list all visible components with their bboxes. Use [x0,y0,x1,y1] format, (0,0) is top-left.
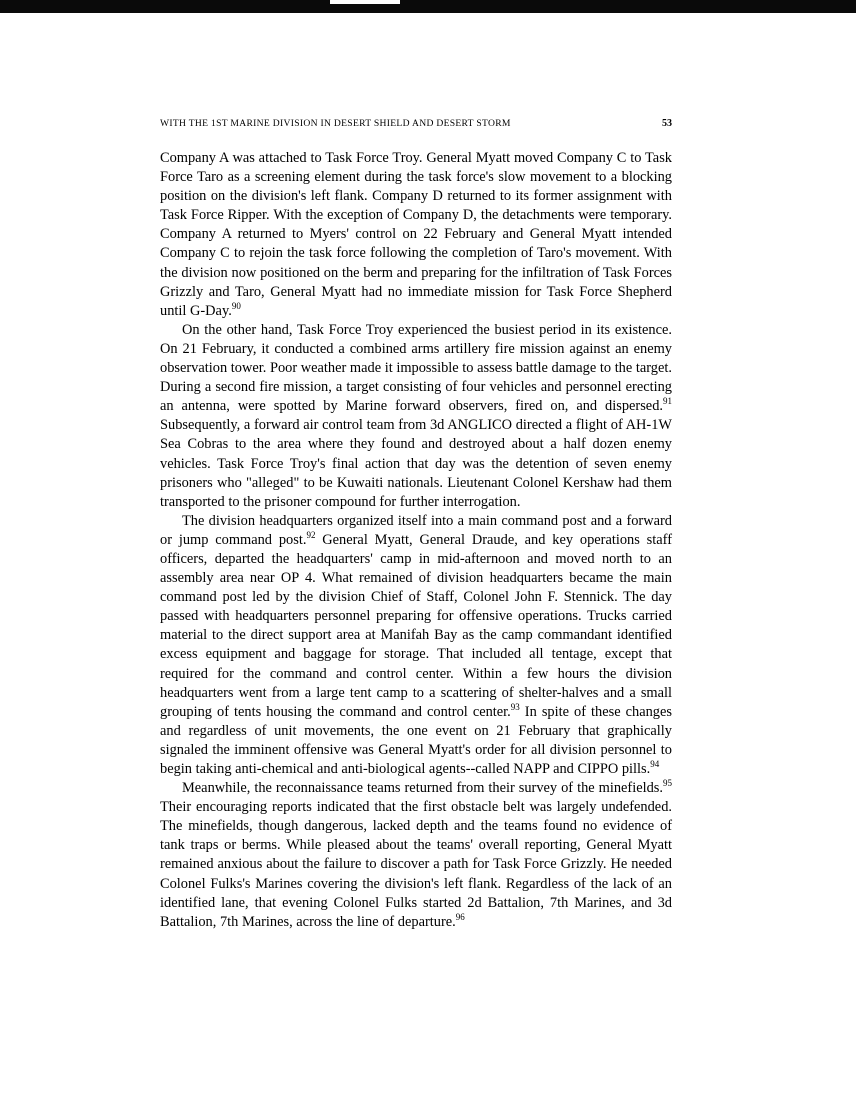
paragraph-2-text: On the other hand, Task Force Troy experienced the busiest period in its existence. On 21 February, it conducted a combined arms artillery fire mission against an enemy observation tower. Poor weather made it impossible to assess battle damage to the target. During a second fire mission, a target consisting of four vehicles and personnel erecting an antenna, were spotted by Marine forward observers, fired on, and dispersed. [160,321,672,415]
paragraph-4 [160,779,672,932]
running-head-title: WITH THE 1ST MARINE DIVISION IN DESERT SHIELD AND DESERT STORM [160,118,511,129]
page-number: 53 [662,118,672,129]
paragraph-2 [160,321,672,512]
footnote-ref-92: 92 [306,530,316,541]
page-content [160,118,672,932]
paragraph-3-text: The division headquarters organized itself into a main command post and a forward or jump command post. [160,512,672,548]
footnote-ref-94: 94 [650,759,660,770]
paragraph-1-text: Company A was attached to Task Force Troy. General Myatt moved Company C to Task Force Taro as a screening element during the task force's slow movement to a blocking position on the division's left flank. Company D returned to its former assignment with Task Force Ripper. With the exception of Company D, the detachments were temporary. Company A returned to Myers' control on 22 February and General Myatt intended Company C to rejoin the task force following the completion of Taro's movement. With the division now positioned on the berm and preparing for the infiltration of Task Forces Grizzly and Taro, General Myatt had no immediate mission for Task Force Shepherd until G-Day. [160,150,672,319]
scan-band-notch [330,0,400,4]
scan-top-band [0,0,856,13]
paragraph-4-text-2: Their encouraging reports indicated that the first obstacle belt was largely undefended. The minefields, though dangerous, lacked depth and the teams found no evidence of tank traps or berms. While pleased about the teams' overall reporting, General Myatt remained anxious about the failure to discover a path for Task Force Grizzly. He needed Colonel Fulks's Marines covering the division's left flank. Regardless of the lack of an identified lane, that evening Colonel Fulks started 2d Battalion, 7th Marines, and 3d Battalion, 7th Marines, across the line of departure. [160,799,672,930]
paragraph-1 [160,149,672,321]
paragraph-3-text-3: In spite of these changes and regardless of unit movements, the one event on 21 February that graphically signaled the imminent offensive was General Myatt's order for all division personnel to begin taking anti-chemical and anti-biological agents--called NAPP and CIPPO pills. [160,703,672,777]
footnote-ref-90: 90 [231,300,241,311]
footnote-ref-95: 95 [663,778,672,789]
footnote-ref-91: 91 [663,396,672,407]
footnote-ref-96: 96 [455,911,465,922]
footnote-ref-93: 93 [510,701,520,712]
paragraph-3-text-2: General Myatt, General Draude, and key operations staff officers, departed the headquarters' camp in mid-afternoon and moved north to an assembly area near OP 4. What remained of division headquarters became the main command post led by the division Chief of Staff, Colonel John F. Stennick. The day passed with headquarters personnel preparing for offensive operations. Trucks carried material to the direct support area at Manifah Bay as the camp commandant identified excess equipment and baggage for storage. That included all tentage, except that required for the command and control center. Within a few hours the division headquarters went from a large tent camp to a scattering of shelter-halves and a small grouping of tents housing the command and control center. [160,531,672,720]
scan-left-edge [0,13,3,1099]
paragraph-4-text: Meanwhile, the reconnaissance teams returned from their survey of the minefields. [182,780,663,797]
paragraph-3 [160,512,672,779]
running-head [160,118,672,129]
paragraph-2-text-2: Subsequently, a forward air control team from 3d ANGLICO directed a flight of AH-1W Sea Cobras to the area where they found and destroyed about a half dozen enemy vehicles. Task Force Troy's final action that day was the detention of seven enemy prisoners who "alleged" to be Kuwaiti nationals. Lieutenant Colonel Kershaw had them transported to the prisoner compound for further interrogation. [160,417,672,510]
